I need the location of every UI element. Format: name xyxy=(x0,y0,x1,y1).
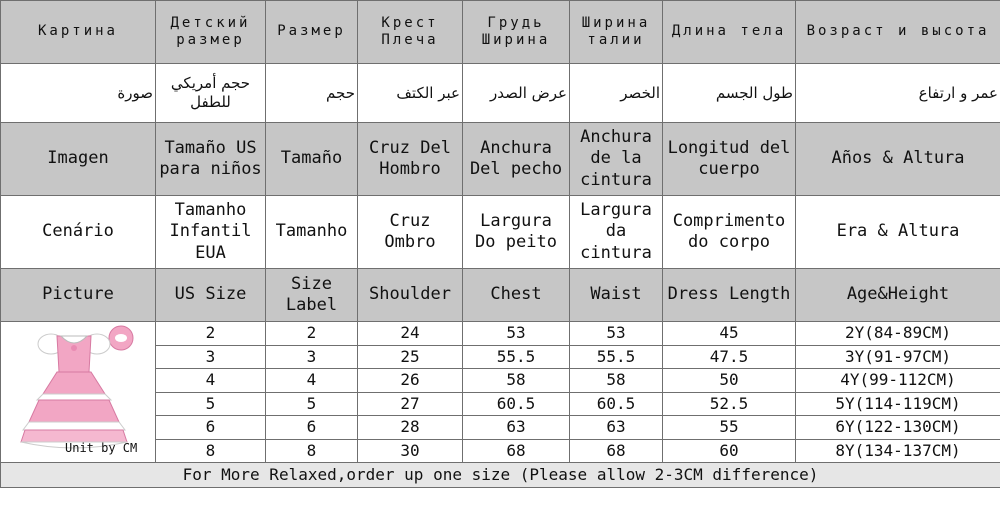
pt-length: Comprimento do corpo xyxy=(663,196,796,269)
cell-us-size: 5 xyxy=(156,392,266,416)
header-row-russian xyxy=(1,1,1000,64)
cell-age-height: 8Y(134-137CM) xyxy=(796,439,1000,463)
cell-shoulder: 25 xyxy=(358,345,463,369)
cell-age-height: 5Y(114-119CM) xyxy=(796,392,1000,416)
header-row-english xyxy=(1,269,1000,322)
es-shoulder: Cruz Del Hombro xyxy=(358,123,463,196)
cell-length: 47.5 xyxy=(663,345,796,369)
ru-chest: Грудь Ширина xyxy=(463,1,570,64)
cell-us-size: 4 xyxy=(156,369,266,393)
ar-us-size: حجم أمريكي للطفل xyxy=(156,64,266,123)
ar-shoulder: عبر الكتف xyxy=(358,64,463,123)
ru-waist: Ширина талии xyxy=(570,1,663,64)
product-picture xyxy=(1,322,156,463)
cell-waist: 60.5 xyxy=(570,392,663,416)
header-row-portuguese xyxy=(1,196,1000,269)
es-chest: Anchura Del pecho xyxy=(463,123,570,196)
cell-chest: 58 xyxy=(463,369,570,393)
cell-age-height: 3Y(91-97CM) xyxy=(796,345,1000,369)
header-row-arabic xyxy=(1,64,1000,123)
en-age-height: Age&Height xyxy=(796,269,1000,322)
cell-size-label: 3 xyxy=(266,345,358,369)
cell-us-size: 2 xyxy=(156,322,266,346)
cell-size-label: 2 xyxy=(266,322,358,346)
cell-shoulder: 24 xyxy=(358,322,463,346)
cell-size-label: 5 xyxy=(266,392,358,416)
cell-chest: 63 xyxy=(463,416,570,440)
cell-chest: 60.5 xyxy=(463,392,570,416)
cell-waist: 55.5 xyxy=(570,345,663,369)
en-shoulder: Shoulder xyxy=(358,269,463,322)
cell-size-label: 4 xyxy=(266,369,358,393)
en-chest: Chest xyxy=(463,269,570,322)
cell-length: 55 xyxy=(663,416,796,440)
cell-us-size: 3 xyxy=(156,345,266,369)
cell-shoulder: 28 xyxy=(358,416,463,440)
pt-chest: Largura Do peito xyxy=(463,196,570,269)
pt-waist: Largura da cintura xyxy=(570,196,663,269)
cell-waist: 63 xyxy=(570,416,663,440)
cell-length: 50 xyxy=(663,369,796,393)
ru-size-label: Размер xyxy=(266,1,358,64)
ar-size-label: حجم xyxy=(266,64,358,123)
ru-length: Длина тела xyxy=(663,1,796,64)
cell-length: 45 xyxy=(663,322,796,346)
es-waist: Anchura de la cintura xyxy=(570,123,663,196)
footer-row xyxy=(1,463,1000,488)
pt-size-label: Tamanho xyxy=(266,196,358,269)
cell-chest: 68 xyxy=(463,439,570,463)
ru-age-height: Возраст и высота xyxy=(796,1,1000,64)
cell-waist: 68 xyxy=(570,439,663,463)
cell-us-size: 8 xyxy=(156,439,266,463)
es-length: Longitud del cuerpo xyxy=(663,123,796,196)
cell-waist: 53 xyxy=(570,322,663,346)
cell-age-height: 2Y(84-89CM) xyxy=(796,322,1000,346)
cell-shoulder: 30 xyxy=(358,439,463,463)
en-waist: Waist xyxy=(570,269,663,322)
cell-chest: 53 xyxy=(463,322,570,346)
es-age-height: Años & Altura xyxy=(796,123,1000,196)
cell-us-size: 6 xyxy=(156,416,266,440)
unit-note: Unit by CM xyxy=(65,441,138,455)
cell-age-height: 6Y(122-130CM) xyxy=(796,416,1000,440)
pt-age-height: Era & Altura xyxy=(796,196,1000,269)
pt-us-size: Tamanho Infantil EUA xyxy=(156,196,266,269)
pt-shoulder: Cruz Ombro xyxy=(358,196,463,269)
ar-length: طول الجسم xyxy=(663,64,796,123)
es-size-label: Tamaño xyxy=(266,123,358,196)
cell-length: 60 xyxy=(663,439,796,463)
ru-picture: Картина xyxy=(1,1,156,64)
en-length: Dress Length xyxy=(663,269,796,322)
header-row-spanish xyxy=(1,123,1000,196)
ar-picture: صورة xyxy=(1,64,156,123)
table-row xyxy=(1,322,1000,346)
cell-chest: 55.5 xyxy=(463,345,570,369)
ar-chest: عرض الصدر xyxy=(463,64,570,123)
cell-length: 52.5 xyxy=(663,392,796,416)
en-picture: Picture xyxy=(1,269,156,322)
ru-us-size: Детский размер xyxy=(156,1,266,64)
cell-age-height: 4Y(99-112CM) xyxy=(796,369,1000,393)
ru-shoulder: Крест Плеча xyxy=(358,1,463,64)
en-us-size: US Size xyxy=(156,269,266,322)
cell-size-label: 8 xyxy=(266,439,358,463)
footer-note: For More Relaxed,order up one size (Please allow 2-3CM difference) xyxy=(1,463,1000,488)
es-picture: Imagen xyxy=(1,123,156,196)
cell-size-label: 6 xyxy=(266,416,358,440)
cell-shoulder: 27 xyxy=(358,392,463,416)
cell-shoulder: 26 xyxy=(358,369,463,393)
ar-waist: الخصر xyxy=(570,64,663,123)
pt-picture: Cenário xyxy=(1,196,156,269)
en-size-label: Size Label xyxy=(266,269,358,322)
es-us-size: Tamaño US para niños xyxy=(156,123,266,196)
ar-age-height: عمر و ارتفاع xyxy=(796,64,1000,123)
cell-waist: 58 xyxy=(570,369,663,393)
